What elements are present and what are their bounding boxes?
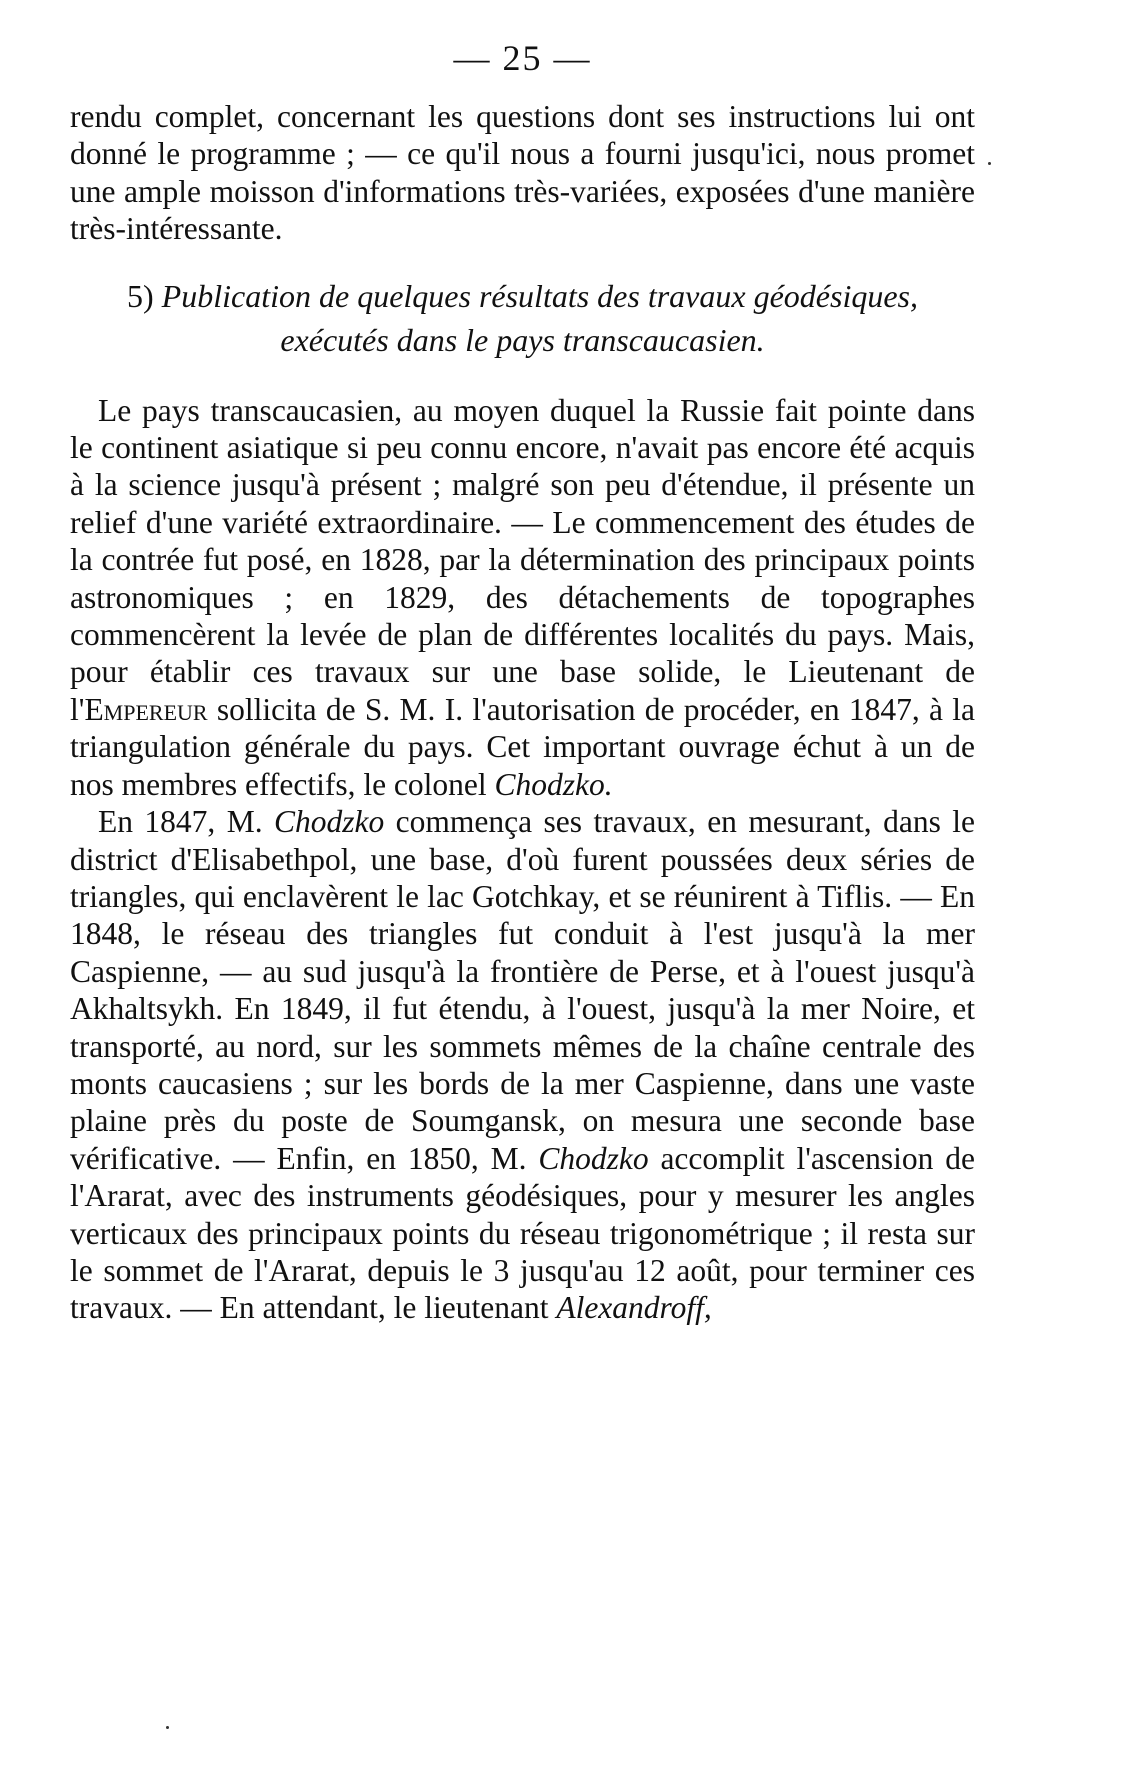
page-number: — 25 — <box>453 38 592 78</box>
body-paragraph-1 <box>70 392 975 803</box>
stray-ink-dot <box>988 162 991 165</box>
para2-text-c: accomplit l'ascension de l'Ararat, avec des instruments géodésiques, pour y mesurer les angles verticaux des principaux points du réseau trigonométrique ; il resta sur le sommet de l'Ararat, depuis le 3 jusqu'au 12 août, pour terminer ces travaux. — En attendant, le lieutenant <box>70 1140 975 1326</box>
name-alexandroff: Alexandroff, <box>556 1290 712 1326</box>
section-heading-line1 <box>70 274 975 318</box>
para2-text-b: commença ses travaux, en mesurant, dans le district d'Elisabethpol, une base, d'où furent poussées deux séries de triangles, qui enclavèrent le lac Gotchkay, et se réunirent à Tiflis. — En 1848, le réseau des triangles fut conduit à l'est jusqu'à la mer Caspienne, — au sud jusqu'à la frontière de Perse, et à l'ouest jusqu'à Akhaltsykh. En 1849, il fut étendu, à l'ouest, jusqu'à la mer Noire, et transporté, au nord, sur les sommets mêmes de la chaîne centrale des monts caucasiens ; sur les bords de la mer Caspienne, dans une vaste plaine près du poste de Soumgansk, on mesura une seconde base vérificative. — Enfin, en 1850, M. <box>70 804 975 1176</box>
name-chodzko: Chodzko. <box>494 766 613 802</box>
name-chodzko: Chodzko <box>538 1140 649 1176</box>
section-title-line2: exécutés dans le pays transcaucasien. <box>280 321 765 358</box>
body-paragraph-2 <box>70 803 975 1327</box>
para1-text-a: Le pays transcaucasien, au moyen duquel la Russie fait pointe dans le continent asiatique si peu connu encore, n'avait pas encore été acquis à la science jusqu'à présent ; malgré son peu d'étendue, il présente un relief d'une variété extraordinaire. — Le commencement des études de la contrée fut posé, en 1828, par la détermination des principaux points astronomiques ; en 1829, des détachements de topographes commencèrent la levée de plan de différentes localités du pays. Mais, pour établir ces travaux sur une base solide, le Lieutenant de l' <box>70 392 975 727</box>
page <box>70 40 975 1327</box>
intro-paragraph: rendu complet, concernant les questions dont ses instructions lui ont donné le programme ; — ce qu'il nous a fourni jusqu'ici, nous promet une ample moisson d'informations très-variées, exposées d'une manière très-intéressante. <box>70 99 975 247</box>
name-chodzko: Chodzko <box>274 804 385 840</box>
section-heading <box>70 274 975 362</box>
section-number: 5) <box>127 277 154 314</box>
emperor-word: Empereur <box>84 691 208 727</box>
stray-ink-dot <box>166 1726 169 1729</box>
section-title-line1: Publication de quelques résultats des travaux géodésiques, <box>161 277 918 314</box>
para1-text-b: sollicita de S. M. I. l'autorisation de procéder, en 1847, à la triangulation générale du pays. Cet important ouvrage échut à un de nos membres effectifs, le colonel <box>70 691 975 802</box>
para2-text-a: En 1847, M. <box>98 804 275 840</box>
